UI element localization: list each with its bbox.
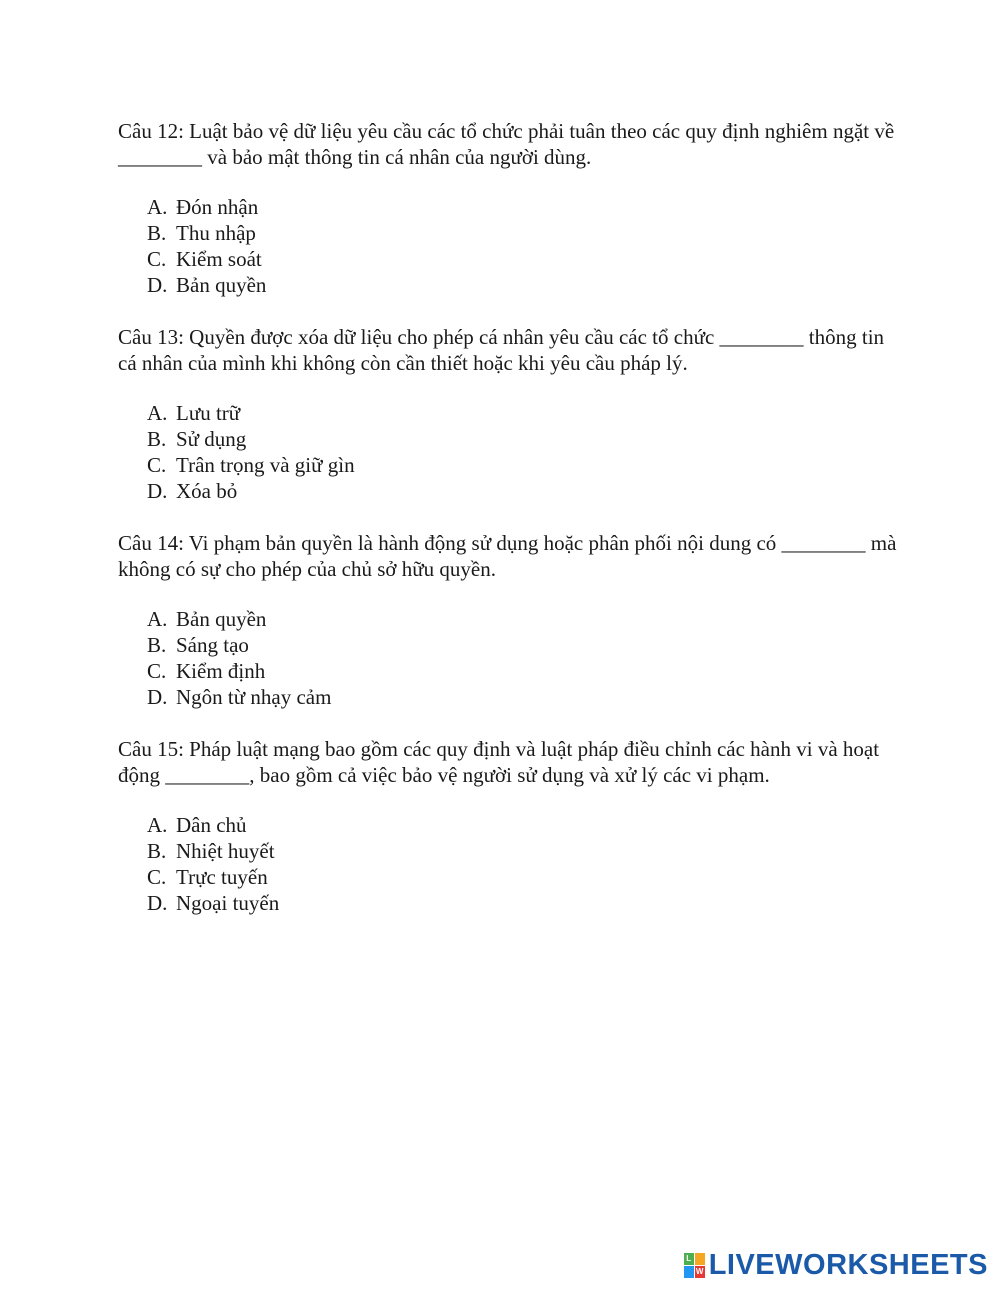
option-list (147, 400, 898, 504)
option-d[interactable]: D. Ngoại tuyến (147, 891, 280, 915)
brand-name: LIVEWORKSHEETS (708, 1249, 988, 1281)
question-12 (118, 118, 898, 298)
liveworksheets-icon: L W (684, 1253, 705, 1278)
option-list (147, 194, 898, 298)
option-b[interactable]: B. Sử dụng (147, 427, 247, 451)
option-b[interactable]: B. Nhiệt huyết (147, 839, 275, 863)
option-c[interactable]: C. Trực tuyến (147, 865, 268, 889)
option-c[interactable]: C. Kiểm soát (147, 247, 262, 271)
question-stem: Câu 13: Quyền được xóa dữ liệu cho phép cá nhân yêu cầu các tổ chức ________ thông tin cá nhân của mình khi không còn cần thiết hoặc khi yêu cầu pháp lý. (118, 325, 885, 375)
option-c[interactable]: C. Trân trọng và giữ gìn (147, 453, 355, 477)
option-a[interactable]: A. Đón nhận (147, 195, 259, 219)
option-d[interactable]: D. Xóa bỏ (147, 479, 238, 503)
question-stem: Câu 15: Pháp luật mạng bao gồm các quy định và luật pháp điều chỉnh các hành vi và hoạt động ________, bao gồm cả việc bảo vệ người sử dụng và xử lý các vi phạm. (118, 737, 880, 787)
option-a[interactable]: A. Lưu trữ (147, 401, 241, 425)
option-a[interactable]: A. Dân chủ (147, 813, 247, 837)
option-a[interactable]: A. Bản quyền (147, 607, 267, 631)
question-15 (118, 736, 898, 916)
option-b[interactable]: B. Sáng tạo (147, 633, 249, 657)
option-b[interactable]: B. Thu nhập (147, 221, 256, 245)
question-stem: Câu 14: Vi phạm bản quyền là hành động sử dụng hoặc phân phối nội dung có ________ mà không có sự cho phép của chủ sở hữu quyền. (118, 531, 897, 581)
question-14 (118, 530, 898, 710)
option-d[interactable]: D. Ngôn từ nhạy cảm (147, 685, 332, 709)
liveworksheets-logo (684, 1249, 988, 1282)
question-13 (118, 324, 898, 504)
question-stem: Câu 12: Luật bảo vệ dữ liệu yêu cầu các tổ chức phải tuân theo các quy định nghiêm ngặt về ________ và bảo mật thông tin cá nhân của người dùng. (118, 119, 895, 169)
option-list (147, 606, 898, 710)
option-c[interactable]: C. Kiểm định (147, 659, 266, 683)
option-d[interactable]: D. Bản quyền (147, 273, 267, 297)
option-list (147, 812, 898, 916)
worksheet-page (118, 118, 898, 942)
